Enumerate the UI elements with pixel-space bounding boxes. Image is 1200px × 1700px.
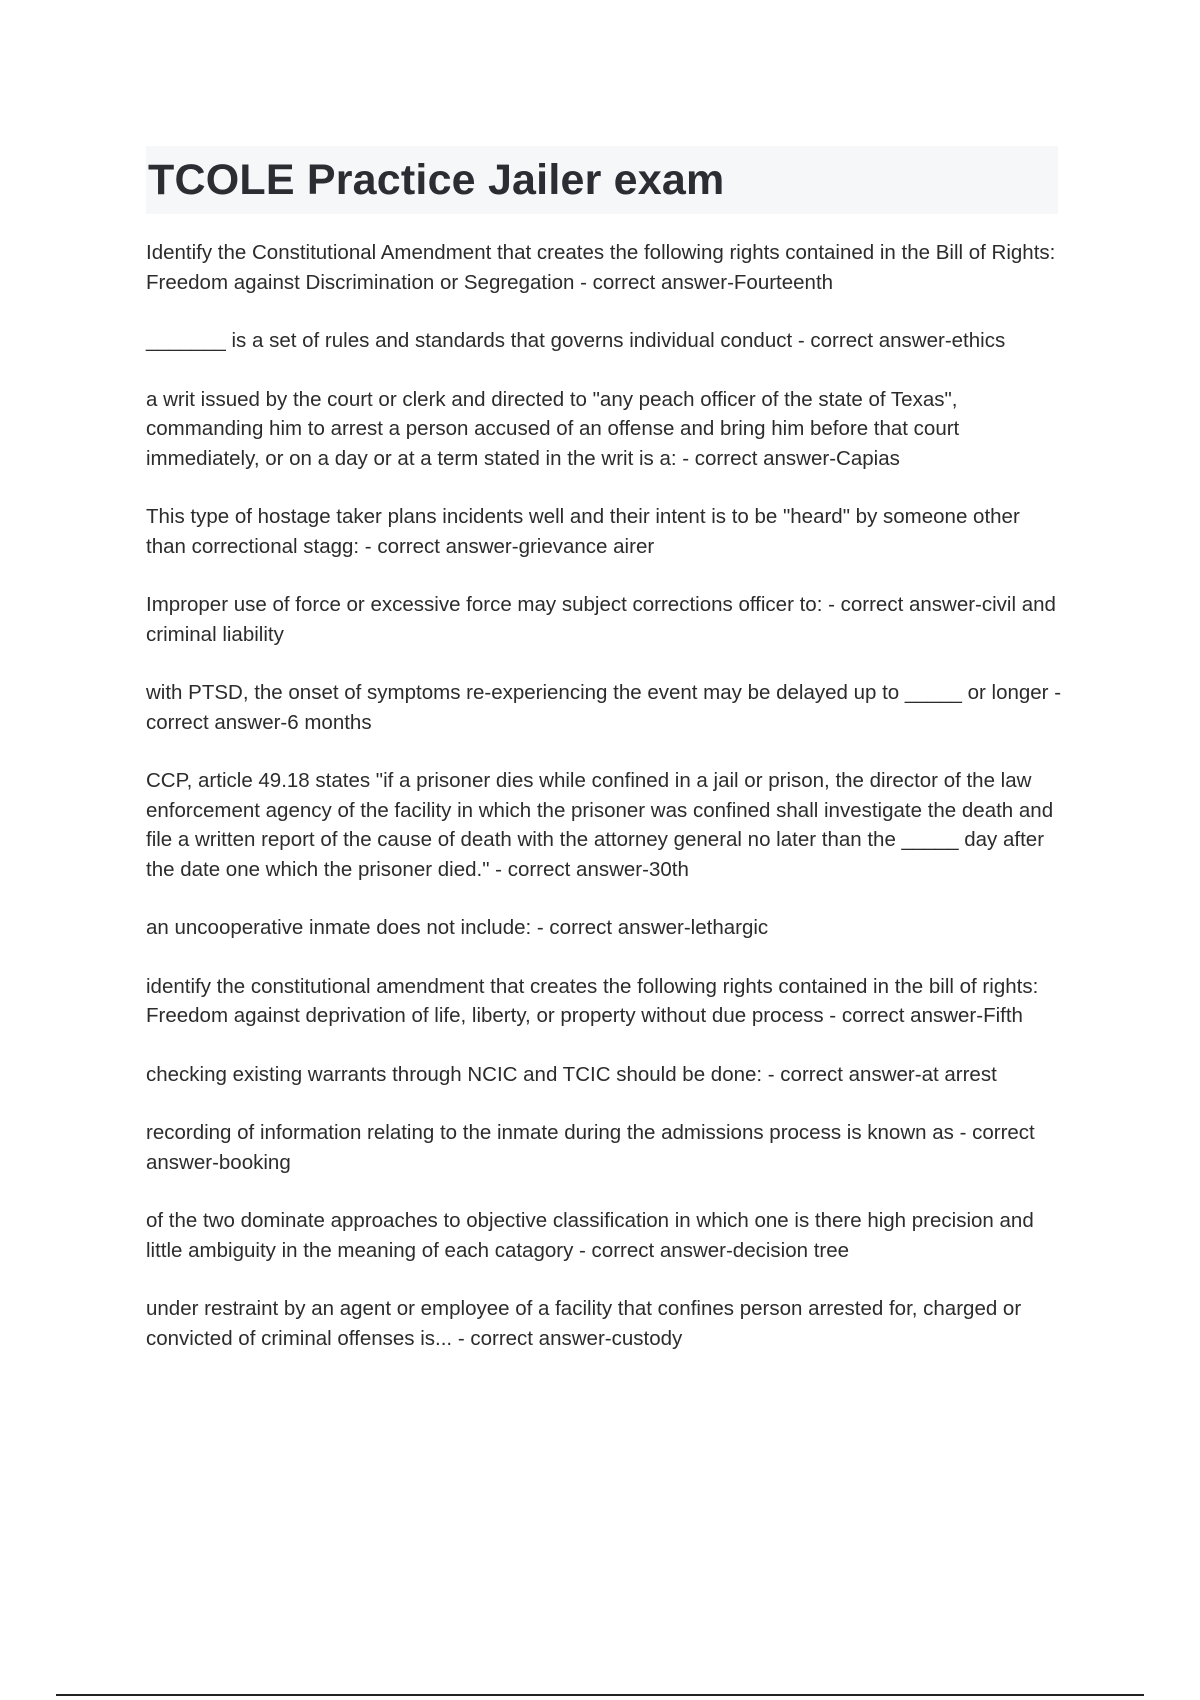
qa-item-9: identify the constitutional amendment that creates the following rights contained in the bill of rights: Freedom against deprivation of life, liberty, or property without due process - correct answer-Fifth [146,974,1039,1027]
page-title: TCOLE Practice Jailer exam [148,156,725,204]
qa-item-12: of the two dominate approaches to objective classification in which one is there high precision and little ambiguity in the meaning of each catagory - correct answer-decision tree [146,1209,1034,1262]
qa-item-7: CCP, article 49.18 states "if a prisoner dies while confined in a jail or prison, the director of the law enforcement agency of the facility in which the prisoner was confined shall investigate the death and file a written report of the cause of death with the attorney general no later than the _____ day after the date one which the prisoner died." - correct answer-30th [146,769,1054,881]
question-answer-list [146,238,1062,1382]
bottom-divider [56,1694,1144,1696]
qa-item-2: _______ is a set of rules and standards that governs individual conduct - correct answer-ethics [146,329,1006,352]
qa-item-5: Improper use of force or excessive force may subject corrections officer to: - correct answer-civil and criminal liability [146,593,1056,646]
qa-item-8: an uncooperative inmate does not include: - correct answer-lethargic [146,916,769,939]
qa-item-10: checking existing warrants through NCIC and TCIC should be done: - correct answer-at arrest [146,1062,997,1086]
qa-item-3: a writ issued by the court or clerk and directed to "any peach officer of the state of Texas", commanding him to arrest a person accused of an offense and bring him before that court immediately, or on a day or at a term stated in the writ is a: - correct answer-Capias [146,387,960,470]
qa-item-1: Identify the Constitutional Amendment that creates the following rights contained in the Bill of Rights: Freedom against Discrimination or Segregation - correct answer-Fourteenth [146,241,1056,294]
title-banner [146,146,1058,214]
qa-item-11: recording of information relating to the inmate during the admissions process is known as - correct answer-booking [146,1121,1035,1174]
qa-item-4: This type of hostage taker plans incidents well and their intent is to be "heard" by someone other than correctional stagg: - correct answer-grievance airer [146,505,1020,558]
qa-item-13: under restraint by an agent or employee of a facility that confines person arrested for, charged or convicted of criminal offenses is... - correct answer-custody [146,1297,1022,1350]
qa-item-6: with PTSD, the onset of symptoms re-experiencing the event may be delayed up to _____ or longer - correct answer-6 months [146,681,1062,734]
